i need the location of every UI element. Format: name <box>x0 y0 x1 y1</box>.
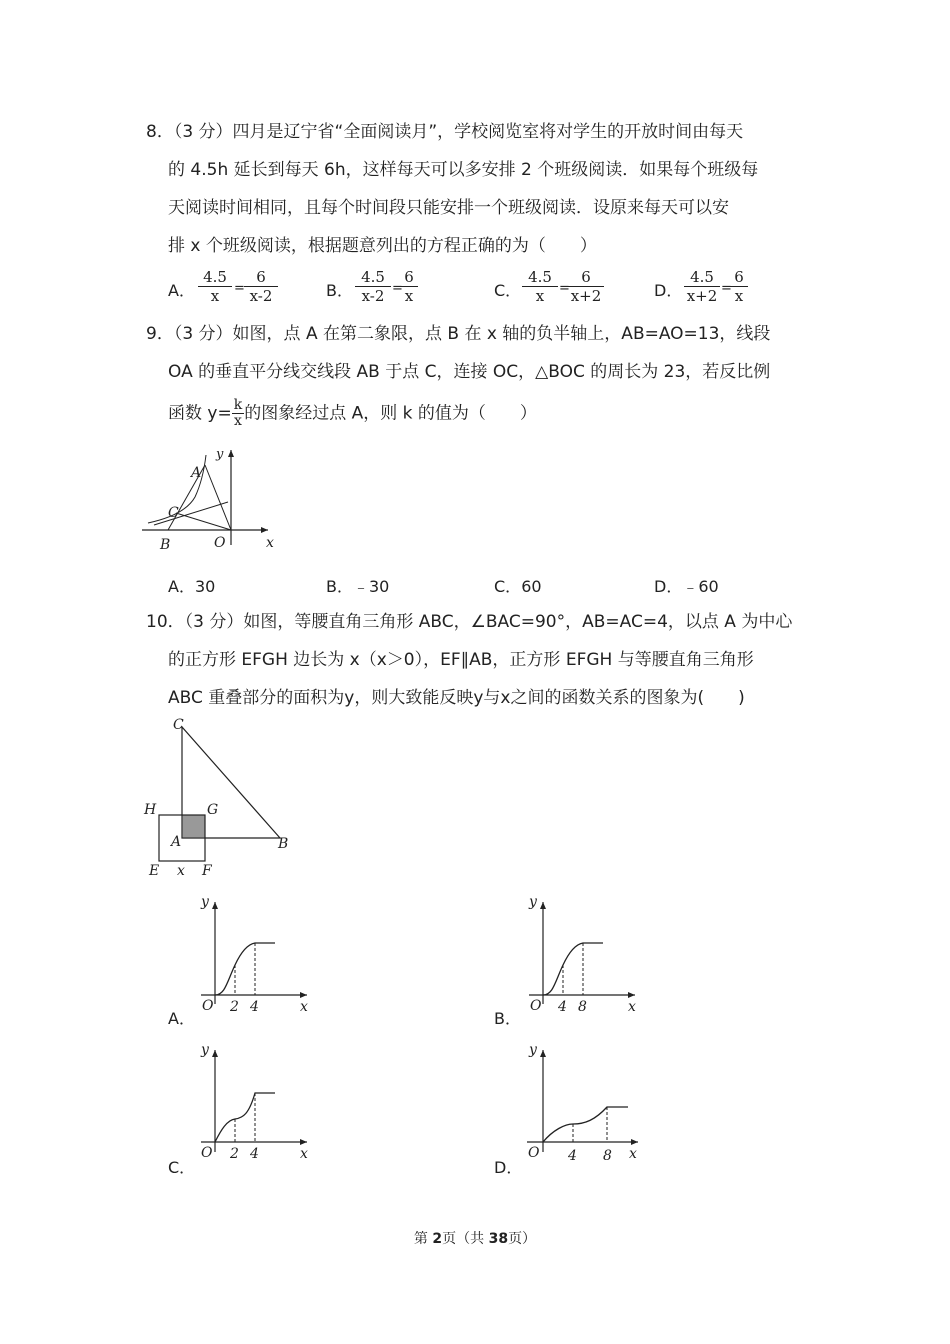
option-label: B． <box>494 1009 521 1028</box>
graph-d <box>523 1040 648 1170</box>
label-origin: O <box>202 998 214 1014</box>
option-label: C． <box>168 1158 196 1177</box>
q9-line-2: OA 的垂直平分线交线段 AB 于点 C，连接 OC，△BOC 的周长为 23，若反比例 <box>168 362 771 382</box>
q10-line-1: 10．（3 分）如图，等腰直角三角形 ABC，∠BAC=90°，AB=AC=4，以点 A 为中心 <box>146 612 793 632</box>
graph-a <box>195 890 315 1020</box>
label-y: y <box>529 1042 537 1058</box>
q9-figure <box>140 445 280 555</box>
label-x: x <box>266 535 274 551</box>
label-x: x <box>177 863 185 879</box>
q9-option-a[interactable]: A．30 <box>168 577 216 596</box>
label-x: x <box>629 1146 637 1162</box>
label-x: x <box>628 999 636 1015</box>
label-origin: O <box>530 998 542 1014</box>
label-O: O <box>214 535 226 551</box>
label-C: C <box>168 505 179 521</box>
k-over-x-fraction: $\frac{k}{x}$ <box>233 397 243 429</box>
label-x: x <box>300 999 308 1015</box>
graph-c <box>195 1040 315 1170</box>
tick-2: 8 <box>578 999 587 1015</box>
label-E: E <box>149 863 160 879</box>
q9-line-3-pre: 函数 y= <box>168 403 232 424</box>
equals-sign: = <box>234 281 245 296</box>
label-y: y <box>201 894 209 910</box>
q9-line-1: 9．（3 分）如图，点 A 在第二象限，点 B 在 x 轴的负半轴上，AB=AO=13，线段 <box>146 324 771 344</box>
label-origin: O <box>201 1145 213 1161</box>
equals-sign: = <box>392 281 403 296</box>
q10-figure <box>140 715 300 885</box>
label-x: x <box>300 1146 308 1162</box>
option-label: A． <box>168 281 195 300</box>
label-y: y <box>529 894 537 910</box>
q10-line-2: 的正方形 EFGH 边长为 x（x＞0），EF∥AB，正方形 EFGH 与等腰直角三角形 <box>168 650 754 670</box>
q9-option-d[interactable]: D．﹣60 <box>654 577 719 596</box>
equals-sign: = <box>559 281 570 296</box>
graph-b <box>523 890 643 1020</box>
tick-2: 4 <box>250 999 259 1015</box>
label-y: y <box>216 447 224 462</box>
label-origin: O <box>528 1145 540 1161</box>
option-label: C． <box>494 281 522 300</box>
q8-line-1: 8．（3 分）四月是辽宁省“全面阅读月”，学校阅览室将对学生的开放时间由每天 <box>146 122 744 142</box>
tick-1: 2 <box>230 1146 239 1162</box>
fraction-left: $\frac{4.5}{x+2}$ <box>684 268 720 305</box>
fraction-left: $\frac{4.5}{x}$ <box>522 268 558 305</box>
option-label: A． <box>168 1009 195 1028</box>
tick-1: 2 <box>230 999 239 1015</box>
label-y: y <box>201 1042 209 1058</box>
label-C: C <box>173 717 184 733</box>
q9-option-b[interactable]: B．﹣30 <box>326 577 390 596</box>
fraction-right: $\frac{6}{x+2}$ <box>568 268 604 305</box>
option-label: B． <box>326 281 353 300</box>
label-B: B <box>160 537 171 553</box>
q8-line-4: 排 x 个班级阅读，根据题意列出的方程正确的为（ ） <box>168 236 597 256</box>
fraction-left: $\frac{4.5}{x-2}$ <box>355 268 391 305</box>
q9-line-3 <box>168 398 537 429</box>
label-B: B <box>278 836 289 852</box>
option-label: D． <box>494 1158 523 1177</box>
label-G: G <box>207 802 219 818</box>
q8-line-2: 的 4.5h 延长到每天 6h，这样每天可以多安排 2 个班级阅读．如果每个班级每 <box>168 160 759 180</box>
tick-1: 4 <box>568 1148 577 1164</box>
q10-line-3: ABC 重叠部分的面积为y，则大致能反映y与x之间的函数关系的图象为( ) <box>168 688 745 708</box>
fraction-right: $\frac{6}{x}$ <box>400 268 418 305</box>
fraction-left: $\frac{4.5}{x}$ <box>198 268 232 305</box>
equals-sign: = <box>721 281 732 296</box>
fraction-right: $\frac{6}{x}$ <box>730 268 748 305</box>
q8-line-3: 天阅读时间相同，且每个时间段只能安排一个班级阅读．设原来每天可以安 <box>168 198 729 218</box>
label-A: A <box>171 834 182 850</box>
label-H: H <box>144 802 157 818</box>
tick-2: 4 <box>250 1146 259 1162</box>
label-F: F <box>202 863 212 879</box>
tick-2: 8 <box>603 1148 612 1164</box>
option-label: D． <box>654 281 683 300</box>
fraction-right: $\frac{6}{x-2}$ <box>244 268 278 305</box>
label-A: A <box>191 465 202 481</box>
q9-option-c[interactable]: C．60 <box>494 577 542 596</box>
q9-line-3-post: 的图象经过点 A，则 k 的值为（ ） <box>244 403 537 424</box>
tick-1: 4 <box>558 999 567 1015</box>
page-footer: 第 2页（共 38页） <box>413 1231 537 1247</box>
